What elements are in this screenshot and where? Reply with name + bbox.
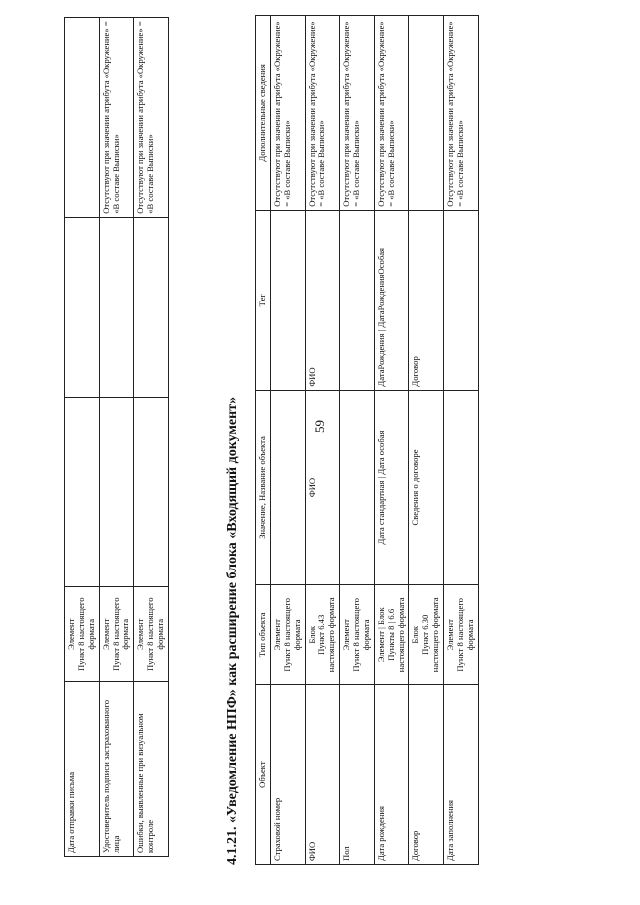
column-header: Значение, Название объекта	[256, 390, 271, 585]
table-cell-tag	[65, 217, 100, 397]
table-cell-tag	[444, 210, 479, 390]
continued-table-row	[65, 18, 100, 857]
column-header: Дополнительные сведения	[256, 16, 271, 211]
table-cell-object: Дата отправки письма	[65, 682, 100, 857]
section-heading: 4.1.21. «Уведомление НПФ» как расширение блока «Входящий документ»	[225, 396, 240, 865]
table-cell-type: Элемент Пункт 8 настоящего формата	[99, 587, 134, 682]
table-cell-value	[99, 397, 134, 587]
table-cell-object: Дата рождения	[374, 685, 409, 865]
table-cell-object: ФИО	[305, 685, 340, 865]
table-cell-notes: Отсутствуют при значении атрибута «Окружение» = «В составе Выписки»	[270, 16, 305, 211]
table-cell-tag: ДатаРождения | ДатаРожденияОсобая	[374, 210, 409, 390]
table-cell-notes	[65, 18, 100, 218]
table-cell-type: Элемент Пункт 8 настоящего формата	[134, 587, 169, 682]
table-cell-tag	[270, 210, 305, 390]
table-row	[270, 16, 305, 865]
table-cell-notes: Отсутствуют при значении атрибута «Окружение» = «В составе Выписки»	[340, 16, 375, 211]
table-cell-object: Удостоверитель подписи застрахованного лица	[99, 682, 134, 857]
table-row	[444, 16, 479, 865]
table-row	[305, 16, 340, 865]
table-cell-tag	[134, 217, 169, 397]
table-cell-notes: Отсутствуют при значении атрибута «Окружение» = «В составе Выписки»	[444, 16, 479, 211]
page-number: 59	[312, 420, 327, 433]
table-cell-tag	[99, 217, 134, 397]
table-cell-notes: Отсутствуют при значении атрибута «Окружение» = «В составе Выписки»	[134, 18, 169, 218]
table-cell-tag: ФИО	[305, 210, 340, 390]
table-row	[409, 16, 444, 865]
table-cell-type: Элемент | Блок Пункты 8 | 6.6 настоящего формата	[374, 585, 409, 685]
table-cell-value	[134, 397, 169, 587]
table-cell-value	[65, 397, 100, 587]
main-table	[255, 15, 479, 865]
table-cell-value: Дата стандартная | Дата особая	[374, 390, 409, 585]
table-row	[374, 16, 409, 865]
table-cell-tag: Договор	[409, 210, 444, 390]
table-cell-notes: Отсутствуют при значении атрибута «Окружение» = «В составе Выписки»	[305, 16, 340, 211]
continued-table-row	[134, 18, 169, 857]
table-cell-type: Элемент Пункт 8 настоящего формата	[65, 587, 100, 682]
table-cell-object: Страховой номер	[270, 685, 305, 865]
table-cell-notes: Отсутствуют при значении атрибута «Окружение» = «В составе Выписки»	[374, 16, 409, 211]
table-cell-object: Пол	[340, 685, 375, 865]
table-cell-object: Ошибки, выявленные при визуальном контроле	[134, 682, 169, 857]
table-cell-notes: Отсутствуют при значении атрибута «Окружение» = «В составе Выписки»	[99, 18, 134, 218]
column-header: Тег	[256, 210, 271, 390]
table-cell-type: Элемент Пункт 8 настоящего формата	[444, 585, 479, 685]
continued-table	[64, 17, 169, 857]
table-cell-value: Сведения о договоре	[409, 390, 444, 585]
table-cell-type: Элемент Пункт 8 настоящего формата	[340, 585, 375, 685]
table-row	[340, 16, 375, 865]
table-cell-type: Блок Пункт 6.43 настоящего формата	[305, 585, 340, 685]
table-cell-value	[270, 390, 305, 585]
table-cell-object: Договор	[409, 685, 444, 865]
table-cell-object: Дата заполнения	[444, 685, 479, 865]
table-cell-notes	[409, 16, 444, 211]
table-cell-tag	[340, 210, 375, 390]
continued-table-row	[99, 18, 134, 857]
table-cell-type: Блок Пункт 6.30 настоящего формата	[409, 585, 444, 685]
table-cell-value: ФИО	[305, 390, 340, 585]
table-cell-type: Элемент Пункт 8 настоящего формата	[270, 585, 305, 685]
table-cell-value	[444, 390, 479, 585]
table-cell-value	[340, 390, 375, 585]
column-header: Объект	[256, 685, 271, 865]
column-header: Тип объекта	[256, 585, 271, 685]
